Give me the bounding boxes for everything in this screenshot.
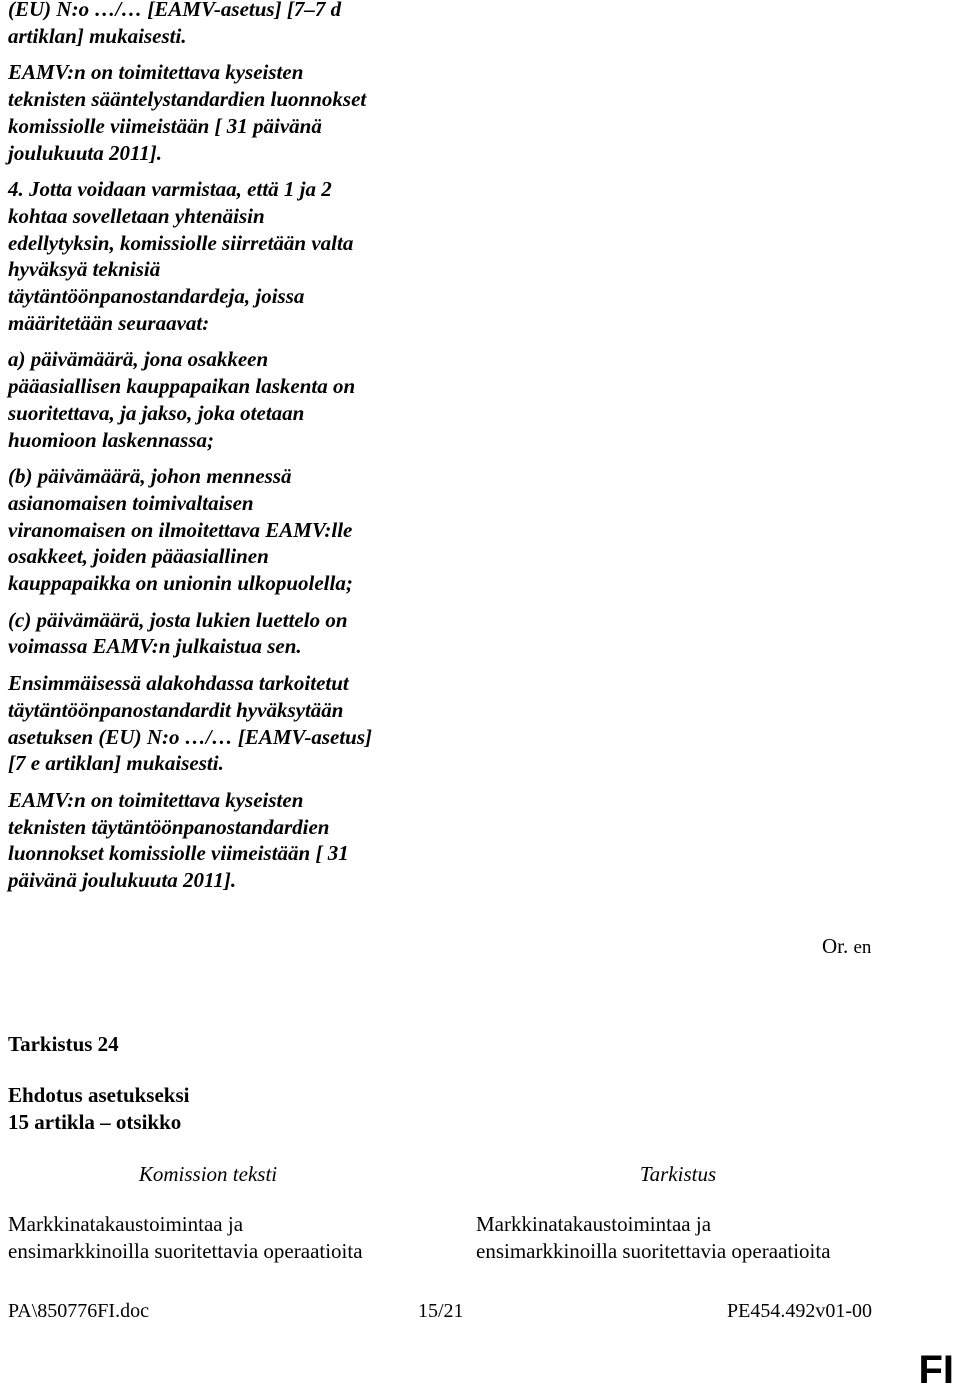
- amendment-number: Tarkistus 24: [8, 1032, 119, 1056]
- paragraph-eamv-deadline-1: [8, 59, 428, 166]
- text-line: täytäntöönpanostandardeja, joissa: [8, 284, 305, 309]
- text-line: määritetään seuraavat:: [8, 310, 210, 335]
- amendment-text-cell: [476, 1211, 936, 1265]
- text-line: teknisten sääntelystandardien luonnokset: [8, 87, 367, 112]
- text-line: edellytyksin, komissiolle siirretään valta: [8, 230, 354, 255]
- commission-text-cell: [8, 1211, 468, 1265]
- paragraph-standards-adoption: [8, 670, 428, 777]
- original-language-code: en: [853, 937, 872, 958]
- text-line: artiklan] mukaisesti.: [8, 23, 187, 48]
- paragraph-point-4: [8, 176, 428, 336]
- original-label: Or.: [822, 934, 849, 958]
- text-line: 4. Jotta voidaan varmistaa, että 1 ja 2: [8, 177, 332, 202]
- text-line: (b) päivämäärä, johon mennessä: [8, 464, 292, 489]
- text-line: Markkinatakaustoimintaa ja: [476, 1212, 712, 1236]
- paragraph-item-b: [8, 463, 428, 597]
- text-line: EAMV:n on toimitettava kyseisten: [8, 60, 304, 85]
- text-line: suoritettava, ja jakso, joka otetaan: [8, 400, 305, 425]
- text-line: teknisten täytäntöönpanostandardien: [8, 814, 330, 839]
- paragraph-article-reference: [8, 0, 428, 49]
- text-line: asianomaisen toimivaltaisen: [8, 490, 254, 515]
- original-language-note: [822, 934, 871, 959]
- amendment-header: Tarkistus: [639, 1162, 717, 1186]
- text-line: a) päivämäärä, jona osakkeen: [8, 347, 269, 372]
- text-line: (c) päivämäärä, josta lukien luettelo on: [8, 607, 348, 632]
- paragraph-eamv-deadline-2: [8, 787, 428, 894]
- text-line: päivänä joulukuuta 2011].: [8, 868, 237, 893]
- commission-text-header: Komission teksti: [138, 1162, 278, 1186]
- text-line: täytäntöönpanostandardit hyväksytään: [8, 697, 344, 722]
- footer-pe-ref: PE454.492v01-00: [727, 1300, 872, 1322]
- text-line: kauppapaikka on unionin ulkopuolella;: [8, 571, 353, 596]
- proposal-line: Ehdotus asetukseksi: [8, 1083, 190, 1107]
- text-line: (EU) N:o …/… [EAMV-asetus] [7–7 d: [8, 0, 342, 21]
- amended-text-column: [8, 0, 428, 894]
- text-line: komissiolle viimeistään [ 31 päivänä: [8, 113, 322, 138]
- text-line: osakkeet, joiden pääasiallinen: [8, 544, 269, 569]
- text-line: kohtaa sovelletaan yhtenäisin: [8, 203, 265, 228]
- text-line: Ensimmäisessä alakohdassa tarkoitetut: [8, 671, 349, 696]
- text-line: asetuksen (EU) N:o …/… [EAMV-asetus]: [8, 724, 373, 749]
- text-line: hyväksyä teknisiä: [8, 257, 161, 282]
- text-line: huomioon laskennassa;: [8, 427, 214, 452]
- language-code: FI: [918, 1348, 954, 1392]
- text-line: EAMV:n on toimitettava kyseisten: [8, 787, 304, 812]
- article-line: 15 artikla – otsikko: [8, 1110, 182, 1134]
- text-line: viranomaisen on ilmoitettava EAMV:lle: [8, 517, 353, 542]
- proposal-heading: [8, 1082, 189, 1136]
- text-line: ensimarkkinoilla suoritettavia operaatioita: [476, 1239, 831, 1263]
- paragraph-item-a: [8, 346, 428, 453]
- text-line: luonnokset komissiolle viimeistään [ 31: [8, 841, 349, 866]
- text-line: joulukuuta 2011].: [8, 140, 163, 165]
- text-line: voimassa EAMV:n julkaistua sen.: [8, 634, 302, 659]
- text-line: pääasiallisen kauppapaikan laskenta on: [8, 374, 356, 399]
- paragraph-item-c: [8, 607, 428, 660]
- text-line: ensimarkkinoilla suoritettavia operaatioita: [8, 1239, 363, 1263]
- footer-page-number: 15/21: [418, 1300, 464, 1322]
- text-line: [7 e artiklan] mukaisesti.: [8, 751, 224, 776]
- footer-doc-ref: PA\850776FI.doc: [8, 1300, 149, 1322]
- text-line: Markkinatakaustoimintaa ja: [8, 1212, 244, 1236]
